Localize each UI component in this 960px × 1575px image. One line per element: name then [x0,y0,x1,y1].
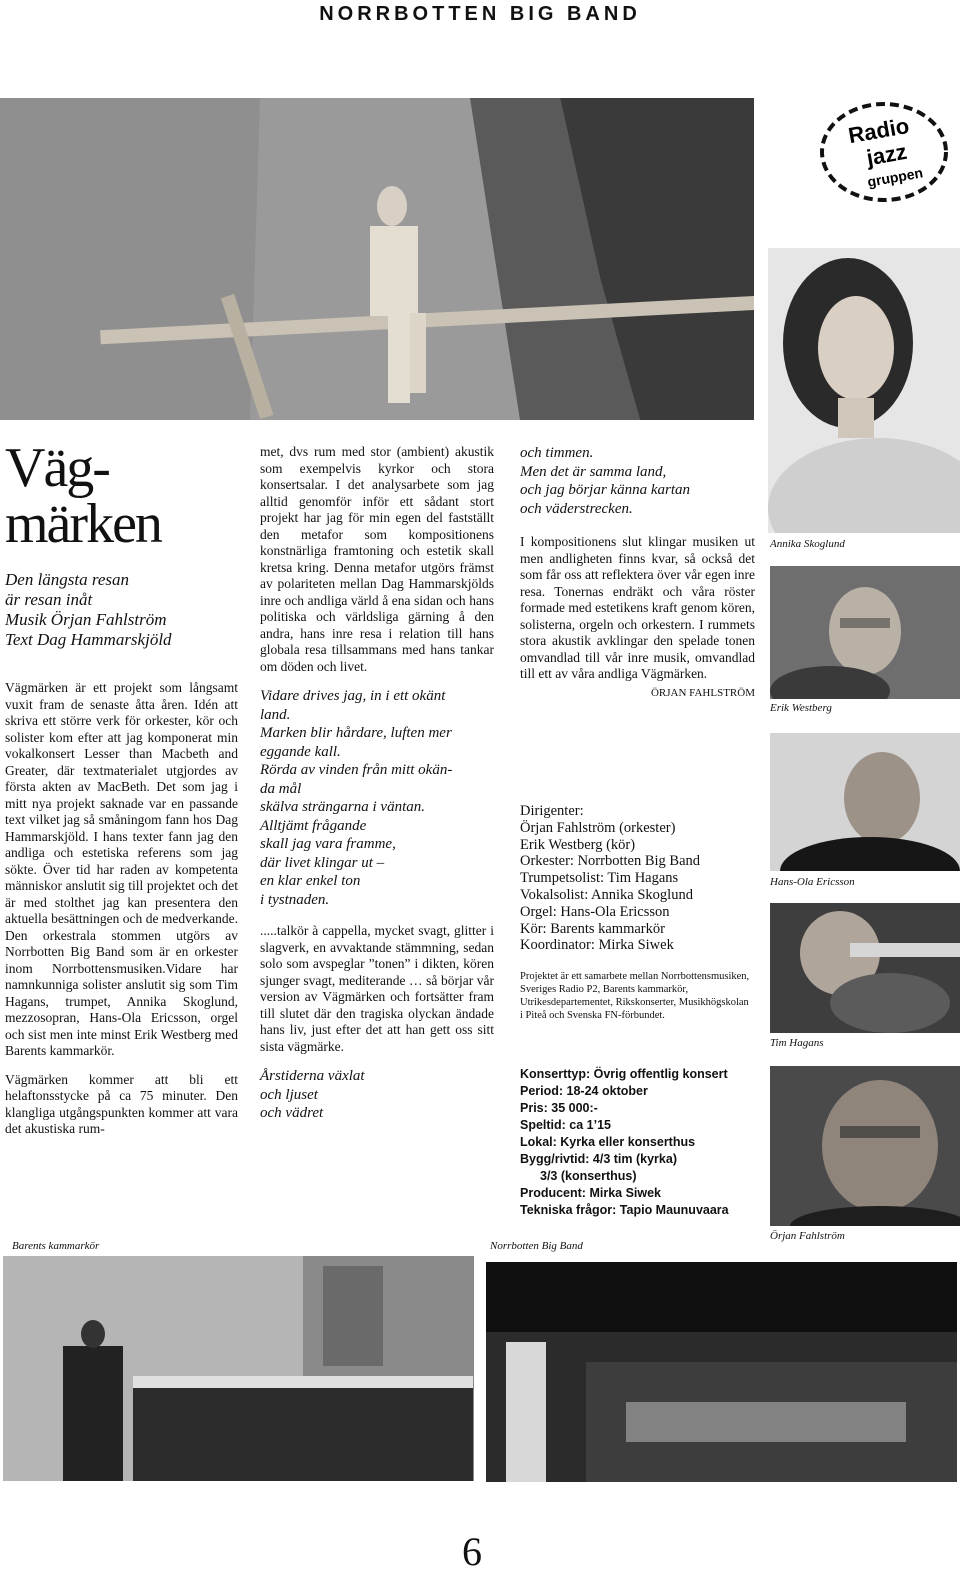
credit-line: Dirigenter: [520,803,584,819]
concert-facts [520,1066,760,1219]
column-3 [520,444,755,701]
poem-line: skall jag vara framme, [260,836,396,852]
title-line-1: Väg- [5,437,109,499]
poem-line: och vädret [260,1105,324,1121]
poem-line: och väderstrecken. [520,500,633,517]
caption-nbb: Norrbotten Big Band [490,1240,583,1252]
fact-line: Bygg/rivtid: 4/3 tim (kyrka) [520,1152,677,1166]
poem-line: där livet klingar ut – [260,854,385,871]
article-title [5,437,245,555]
poem-line: eggande kall. [260,743,341,760]
credit-line: Koordinator: Mirka Siwek [520,937,674,954]
poem-line: och jag börjar känna kartan [520,482,690,498]
credit-line: Orgel: Hans-Ola Ericsson [520,903,670,920]
poem-line: och timmen. [520,445,594,461]
poem-line: en klar enkel ton [260,873,361,889]
credit-line: Trumpetsolist: Tim Hagans [520,870,679,887]
poem-line: Årstiderna växlat [260,1068,365,1084]
caption-tim: Tim Hagans [770,1037,824,1049]
poem-block [520,444,755,518]
fact-line: 3/3 (konserthus) [540,1169,637,1183]
magazine-header: NORRBOTTEN BIG BAND [319,3,641,25]
body-paragraph: met, dvs rum med stor (ambient) akustik som exempelvis kyrkor och stora konsertsalar. I det analysarbete som jag alltid genomför inför ett sådant stort projekt har jag för min egen del fastställt den metafor som kompositionens konstnärliga framtoning och estetik skall kretsa kring. Denna metafor utgörs främst av polariteten mellan Dag Hammarskjölds inre och andliga värld å ena sidan och hans politiska och världsliga gärning å den andra, hans inre resa i relation till hans globala resa tillsammans med hans tankar om döden och livet. [260,444,494,674]
tim-hagans-photo [770,903,960,1033]
poem-block [260,1067,494,1123]
caption-erik: Erik Westberg [770,702,832,714]
norrbotten-big-band-photo [486,1262,957,1482]
svg-text:Radio: Radio [846,112,911,149]
collaboration-note: Projektet är ett samarbete mellan Norrbottensmusiken, Sveriges Radio P2, Barents kammarkör, Utrikesdepartementet, Rikskonserter, Musikhögskolan i Piteå och Svenska FN-förbundet. [520,971,750,1021]
fact-line: Pris: 35 000:- [520,1101,598,1115]
subtitle-line: är resan inåt [5,590,93,609]
subtitle-line: Text Dag Hammarskjöld [5,630,172,649]
poem-line: och ljuset [260,1086,318,1103]
subtitle-line: Musik Örjan Fahlström [5,610,167,629]
credit-line: Vokalsolist: Annika Skoglund [520,886,693,903]
annika-skoglund-photo [768,248,960,533]
radiojazz-logo [818,100,950,204]
fact-line: Speltid: ca 1’15 [520,1118,612,1132]
hammarskjold-photo [0,98,754,420]
erik-westberg-photo [770,566,960,699]
poem-line: skälva strängarna i väntan. [260,799,425,815]
subtitle-line: Den längsta resan [5,570,130,589]
caption-orjan: Örjan Fahlström [770,1230,845,1242]
author-signature: ÖRJAN FAHLSTRÖM [650,686,755,699]
credit-line: Örjan Fahlström (orkester) [520,819,676,836]
fact-line: Konserttyp: Övrig offentlig konsert [520,1067,728,1081]
poem-line: Marken blir hårdare, luften mer [260,725,452,741]
fact-line: Producent: Mirka Siwek [520,1186,662,1200]
poem-line: Alltjämt frågande [260,817,367,834]
body-paragraph: Vägmärken kommer att bli ett helaftonsstycke på ca 75 minuter. Den klangliga utgångspunkten kommer att vara det akustiska rum- [5,1071,238,1136]
hans-ola-ericsson-photo [770,733,960,871]
credits-list [520,803,760,954]
credit-line: Orkester: Norrbotten Big Band [520,853,701,870]
title-line-2: märken [5,493,161,555]
poem-line: Men det är samma land, [520,463,667,480]
column-2 [260,444,494,1123]
fact-line: Tekniska frågor: Tapio Maunuvaara [520,1203,729,1217]
orjan-fahlstrom-photo [770,1066,960,1226]
credit-line: Kör: Barents kammarkör [520,920,665,937]
caption-barents: Barents kammarkör [12,1240,100,1252]
body-paragraph: I kompositionens slut klingar musiken ut men andligheten finns kvar, så också det som får oss att reflektera över vår egen inre resa. Tonernas endräkt och våra röster formade med estetikens kraft genom kören, solisterna, orgeln och orkestern. I rummets stora akustik avklingar den spelade tonen omvandlad till vår inre musik, omvandlad till ett av våra andliga Vägmärken. [520,534,755,681]
poem-block [260,687,494,909]
poem-line: da mål [260,780,302,797]
body-paragraph: .....talkör à cappella, mycket svagt, glitter i slagverk, en avvaktande stämmning, sedan solo som avspeglar ”tonen” i dikten, kören sjunger svagt, mediterande … så börjar vår version av Vägmärken och fortsätter fram till slutet där den tragiska olyckan ändade hans liv, just efter det att han gett oss sitt sista vägmärke. [260,923,494,1054]
svg-text:gruppen: gruppen [866,164,925,190]
poem-line: Vidare drives jag, in i ett okänt [260,688,446,704]
credit-line: Erik Westberg (kör) [520,836,636,853]
barents-choir-photo [3,1256,474,1481]
body-paragraph: Vägmärken är ett projekt som långsamt vuxit fram de senaste åtta åren. Idén att skriva ett större verk för orkester, kör och solister kom efter att jag komponerat min vokalkonsert Lesser than Macbeth and Greater, där textmaterialet utgjordes av första akten av MacBeth. Det som jag i mitt nya projekt saknade var en passande text vilket jag så småningom fann hos Dag Hammarskjöld. I hans texter fann jag den andliga och estetiska referens som jag sökte. Över tid har raden av kompetenta människor anslutit sig till projektet och det är med stolthet jag kan presentera den aktuella besättningen och de medverkande. Den orkestrala stommen utgörs av Norrbotten Big Band som är en orkester inom Norrbottensmusiken.Vidare har namnkunniga solister anslutit sig som Tim Hagans, trumpet, Annika Skoglund, mezzosopran, Hans-Ola Ericsson, orgel och sist men inte minst Erik Westberg med Barents kammarkör. [5,680,238,1058]
article-subtitle [5,570,245,650]
caption-annika: Annika Skoglund [770,538,845,550]
poem-line: land. [260,706,291,723]
column-1 [5,680,238,1150]
fact-line: Lokal: Kyrka eller konserthus [520,1135,696,1149]
page-number: 6 [462,1529,482,1574]
poem-line: Rörda av vinden från mitt okän- [260,762,453,778]
poem-line: i tystnaden. [260,891,330,908]
caption-hansola: Hans-Ola Ericsson [770,876,855,888]
fact-line: Period: 18-24 oktober [520,1084,648,1098]
svg-text:jazz: jazz [864,138,909,171]
